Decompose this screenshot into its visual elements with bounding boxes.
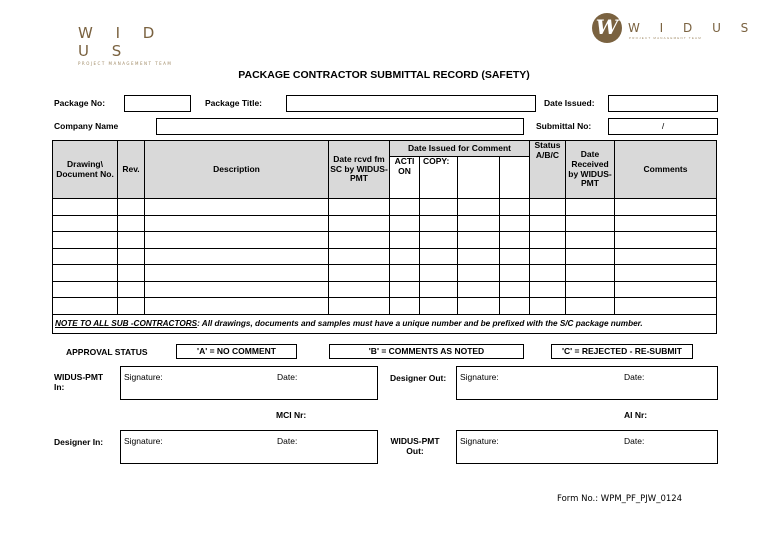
table-cell[interactable] xyxy=(118,215,145,232)
company-name-label: Company Name xyxy=(54,121,119,131)
signature-label: Signature: xyxy=(460,372,499,382)
table-cell[interactable] xyxy=(329,232,390,249)
date-label: Date: xyxy=(277,372,298,382)
table-cell[interactable] xyxy=(420,199,458,216)
note-text: : All drawings, documents and samples must have a unique number and be prefixed with the S/C package number. xyxy=(197,318,643,328)
table-cell[interactable] xyxy=(566,298,615,315)
col-copy-blank-1 xyxy=(458,157,500,199)
table-cell[interactable] xyxy=(566,215,615,232)
table-cell[interactable] xyxy=(118,281,145,298)
table-cell[interactable] xyxy=(530,232,566,249)
table-cell[interactable] xyxy=(458,248,500,265)
pmt-out-signature-box[interactable] xyxy=(456,430,718,464)
table-cell[interactable] xyxy=(329,265,390,282)
col-date-received-header: Date Received by WIDUS-PMT xyxy=(566,141,615,199)
signature-label: Signature: xyxy=(124,436,163,446)
status-c-box: 'C' = REJECTED - RE-SUBMIT xyxy=(551,344,693,359)
table-row xyxy=(53,199,717,216)
table-cell[interactable] xyxy=(420,298,458,315)
table-cell[interactable] xyxy=(500,265,530,282)
table-row xyxy=(53,265,717,282)
table-cell[interactable] xyxy=(420,215,458,232)
table-cell[interactable] xyxy=(53,232,118,249)
table-cell[interactable] xyxy=(566,248,615,265)
table-cell[interactable] xyxy=(329,298,390,315)
col-drawing-header: Drawing\ Document No. xyxy=(53,141,118,199)
table-cell[interactable] xyxy=(615,199,717,216)
pmt-out-label: WIDUS-PMT Out: xyxy=(390,436,440,456)
table-cell[interactable] xyxy=(53,281,118,298)
pmt-in-signature-box[interactable] xyxy=(120,366,378,400)
table-row xyxy=(53,281,717,298)
logo-left-word: W I D U S xyxy=(78,24,164,60)
form-number: Form No.: WPM_PF_PJW_0124 xyxy=(557,494,683,504)
designer-in-label: Designer In: xyxy=(54,437,104,447)
table-cell[interactable] xyxy=(145,199,329,216)
table-cell[interactable] xyxy=(420,232,458,249)
table-cell[interactable] xyxy=(118,199,145,216)
table-cell[interactable] xyxy=(390,281,420,298)
submittal-no-label: Submittal No: xyxy=(536,121,592,131)
table-cell[interactable] xyxy=(566,265,615,282)
subcontractor-note xyxy=(53,314,717,333)
table-cell[interactable] xyxy=(390,232,420,249)
col-comments-header: Comments xyxy=(615,141,717,199)
table-cell[interactable] xyxy=(329,281,390,298)
submittal-table xyxy=(52,140,717,334)
table-cell[interactable] xyxy=(53,248,118,265)
submittal-no-field[interactable]: / xyxy=(608,118,718,135)
table-cell[interactable] xyxy=(390,215,420,232)
col-copy-header: COPY: xyxy=(420,157,458,199)
table-cell[interactable] xyxy=(118,232,145,249)
table-cell[interactable] xyxy=(118,298,145,315)
table-row xyxy=(53,298,717,315)
table-row xyxy=(53,232,717,249)
table-cell[interactable] xyxy=(390,199,420,216)
table-cell[interactable] xyxy=(566,199,615,216)
package-title-label: Package Title: xyxy=(205,98,263,108)
mci-nr-label: MCI Nr: xyxy=(276,410,307,420)
widus-logo-left xyxy=(78,24,188,66)
table-cell[interactable] xyxy=(500,199,530,216)
table-cell[interactable] xyxy=(458,298,500,315)
date-label: Date: xyxy=(277,436,298,446)
col-copy-blank-2 xyxy=(500,157,530,199)
package-title-field[interactable] xyxy=(286,95,536,112)
table-cell[interactable] xyxy=(420,281,458,298)
date-label: Date: xyxy=(624,436,645,446)
note-lead: NOTE TO ALL SUB -CONTRACTORS xyxy=(55,318,198,328)
table-cell[interactable] xyxy=(145,232,329,249)
table-cell[interactable] xyxy=(615,215,717,232)
table-cell[interactable] xyxy=(566,281,615,298)
table-cell[interactable] xyxy=(500,232,530,249)
table-cell[interactable] xyxy=(458,265,500,282)
table-cell[interactable] xyxy=(500,215,530,232)
table-cell[interactable] xyxy=(615,298,717,315)
table-cell[interactable] xyxy=(390,248,420,265)
table-cell[interactable] xyxy=(420,265,458,282)
col-date-rcvd-header: Date rcvd fm SC by WIDUS-PMT xyxy=(329,141,390,199)
table-cell[interactable] xyxy=(329,215,390,232)
package-no-label: Package No: xyxy=(54,98,106,108)
table-cell[interactable] xyxy=(615,265,717,282)
table-cell[interactable] xyxy=(390,298,420,315)
ai-nr-label: AI Nr: xyxy=(624,410,648,420)
signature-label: Signature: xyxy=(460,436,499,446)
table-cell[interactable] xyxy=(530,265,566,282)
date-issued-label: Date Issued: xyxy=(544,98,595,108)
table-cell[interactable] xyxy=(118,248,145,265)
table-cell[interactable] xyxy=(145,281,329,298)
col-status-header: Status A/B/C xyxy=(530,141,566,199)
table-cell[interactable] xyxy=(530,281,566,298)
table-cell[interactable] xyxy=(420,248,458,265)
designer-out-signature-box[interactable] xyxy=(456,366,718,400)
status-a-box: 'A' = NO COMMENT xyxy=(176,344,297,359)
date-label: Date: xyxy=(624,372,645,382)
table-cell[interactable] xyxy=(500,248,530,265)
table-cell[interactable] xyxy=(615,232,717,249)
col-date-issued-group-header: Date Issued for Comment xyxy=(390,141,530,157)
designer-in-signature-box[interactable] xyxy=(120,430,378,464)
table-cell[interactable] xyxy=(329,248,390,265)
table-cell[interactable] xyxy=(615,281,717,298)
date-issued-field[interactable] xyxy=(608,95,718,112)
pmt-in-label: WIDUS-PMT In: xyxy=(54,372,104,392)
table-cell[interactable] xyxy=(530,215,566,232)
designer-out-label: Designer Out: xyxy=(390,373,447,383)
table-cell[interactable] xyxy=(329,199,390,216)
table-cell[interactable] xyxy=(53,199,118,216)
logo-right-word: W I D U S xyxy=(628,21,757,35)
package-no-field[interactable] xyxy=(124,95,191,112)
table-cell[interactable] xyxy=(53,215,118,232)
approval-status-label: APPROVAL STATUS xyxy=(66,347,148,357)
logo-left-tagline: PROJECT MANAGEMENT TEAM xyxy=(78,61,173,66)
table-cell[interactable] xyxy=(118,265,145,282)
logo-right-tagline: PROJECT MANAGEMENT TEAM xyxy=(629,36,702,40)
table-cell[interactable] xyxy=(458,215,500,232)
table-cell[interactable] xyxy=(500,281,530,298)
table-cell[interactable] xyxy=(458,281,500,298)
table-cell[interactable] xyxy=(566,232,615,249)
table-cell[interactable] xyxy=(458,232,500,249)
table-cell[interactable] xyxy=(615,248,717,265)
table-cell[interactable] xyxy=(500,298,530,315)
table-cell[interactable] xyxy=(145,265,329,282)
table-cell[interactable] xyxy=(53,265,118,282)
table-cell[interactable] xyxy=(145,298,329,315)
table-cell[interactable] xyxy=(145,215,329,232)
widus-emblem-icon: W xyxy=(592,13,622,43)
col-rev-header: Rev. xyxy=(118,141,145,199)
table-cell[interactable] xyxy=(530,248,566,265)
table-cell[interactable] xyxy=(145,248,329,265)
col-action-header: ACTI ON xyxy=(390,157,420,199)
table-cell[interactable] xyxy=(390,265,420,282)
company-name-field[interactable] xyxy=(156,118,524,135)
table-cell[interactable] xyxy=(530,199,566,216)
table-cell[interactable] xyxy=(458,199,500,216)
signature-label: Signature: xyxy=(124,372,163,382)
form-title: PACKAGE CONTRACTOR SUBMITTAL RECORD (SAFETY) xyxy=(238,69,530,81)
table-row xyxy=(53,248,717,265)
table-row xyxy=(53,215,717,232)
status-b-box: 'B' = COMMENTS AS NOTED xyxy=(329,344,524,359)
table-cell[interactable] xyxy=(53,298,118,315)
table-cell[interactable] xyxy=(530,298,566,315)
col-description-header: Description xyxy=(145,141,329,199)
